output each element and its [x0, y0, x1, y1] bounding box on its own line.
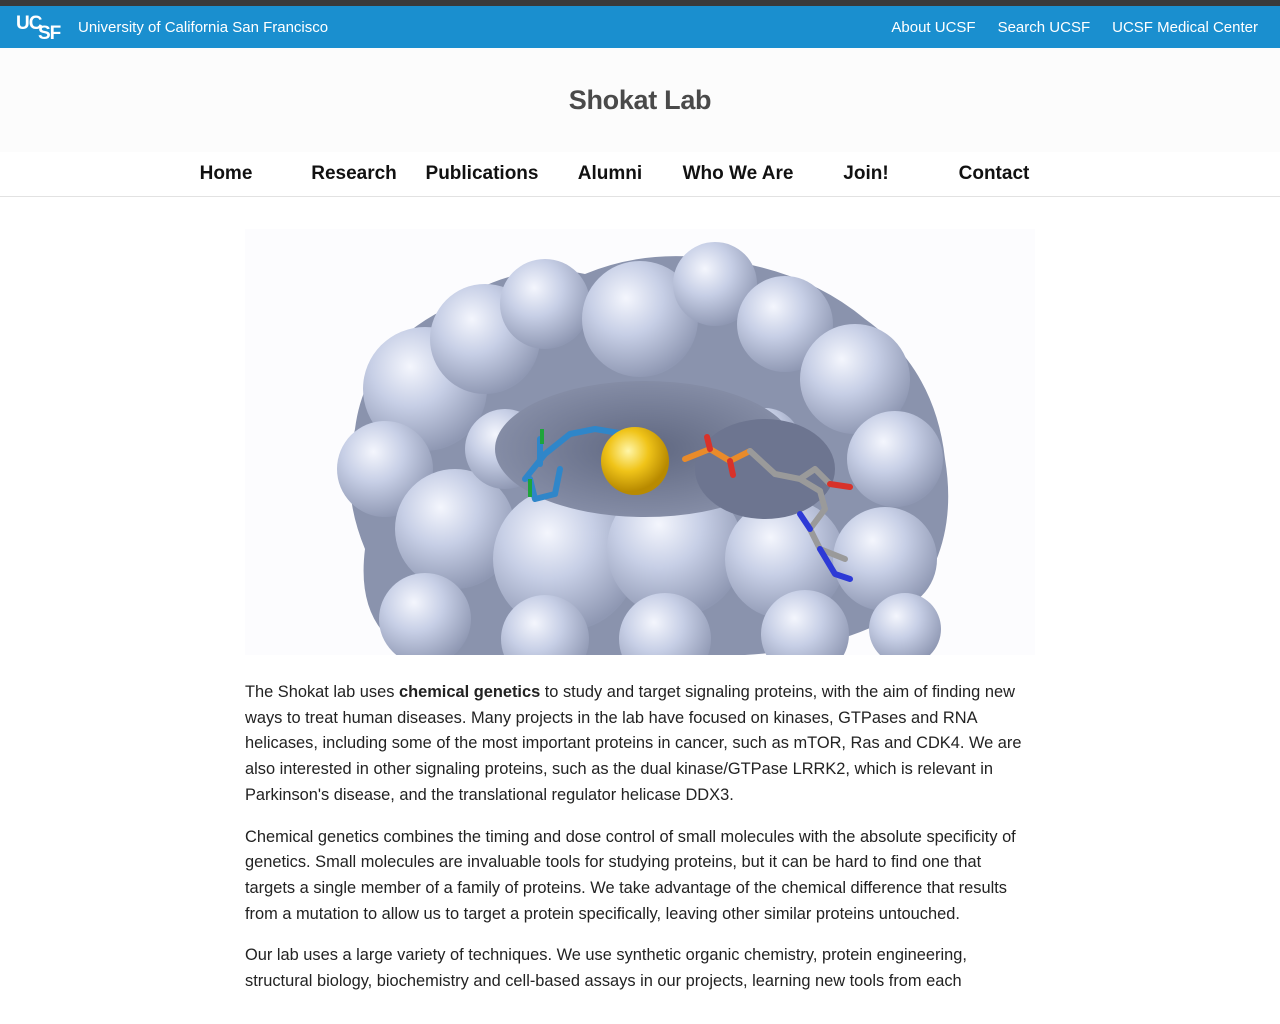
intro-paragraph: [245, 680, 1035, 809]
nav-join[interactable]: Join!: [843, 163, 889, 184]
main-content: [245, 229, 1035, 995]
svg-text:SF: SF: [38, 23, 61, 41]
protein-structure-image: [245, 229, 1035, 655]
about-ucsf-link[interactable]: About UCSF: [891, 18, 976, 36]
nav-home[interactable]: Home: [199, 163, 253, 184]
intro-text-end: to study and target signaling proteins, with the aim of finding new ways to treat human diseases. Many projects in the lab have focused on kinases, GTPases and RNA helicases, including some of the most important proteins in cancer, such as mTOR, Ras and CDK4. We are also interested in other signaling proteins, such as the dual kinase/GTPase LRRK2, which is relevant in Parkinson's disease, and the translational regulator helicase DDX3.: [245, 683, 1022, 804]
intro-text-start: The Shokat lab uses: [245, 683, 399, 701]
nav-contact[interactable]: Contact: [958, 163, 1030, 184]
svg-text:UC: UC: [16, 13, 42, 34]
ucsf-links: [891, 19, 1258, 36]
techniques-paragraph: Our lab uses a large variety of techniques. We use synthetic organic chemistry, protein engineering, structural biology, biochemistry and cell-based assays in our projects, learning new tools from each: [245, 946, 967, 991]
nav-alumni[interactable]: Alumni: [577, 163, 643, 184]
university-name[interactable]: University of California San Francisco: [78, 18, 329, 36]
nav-publications[interactable]: Publications: [425, 163, 539, 184]
nav-research[interactable]: Research: [311, 163, 397, 184]
ucsf-medical-center-link[interactable]: UCSF Medical Center: [1112, 18, 1258, 36]
metal-ion-sphere: [601, 427, 669, 495]
ucsf-logo[interactable]: [16, 13, 64, 41]
search-ucsf-link[interactable]: Search UCSF: [997, 18, 1091, 36]
ucsf-bar: [0, 6, 1280, 48]
nav-who-we-are[interactable]: Who We Are: [682, 163, 794, 184]
intro-bold-term: chemical genetics: [398, 683, 541, 701]
ucsf-brand[interactable]: [16, 13, 328, 41]
site-header: [0, 48, 1280, 152]
chemical-genetics-paragraph: Chemical genetics combines the timing and dose control of small molecules with the absolute specificity of genetics. Small molecules are invaluable tools for studying proteins, but it can be hard to find one that targets a single member of a family of proteins. We take advantage of the chemical difference that results from a mutation to allow us to target a protein specifically, leaving other similar proteins untouched.: [245, 827, 1016, 923]
main-nav: [0, 152, 1280, 197]
site-title[interactable]: Shokat Lab: [568, 84, 712, 115]
